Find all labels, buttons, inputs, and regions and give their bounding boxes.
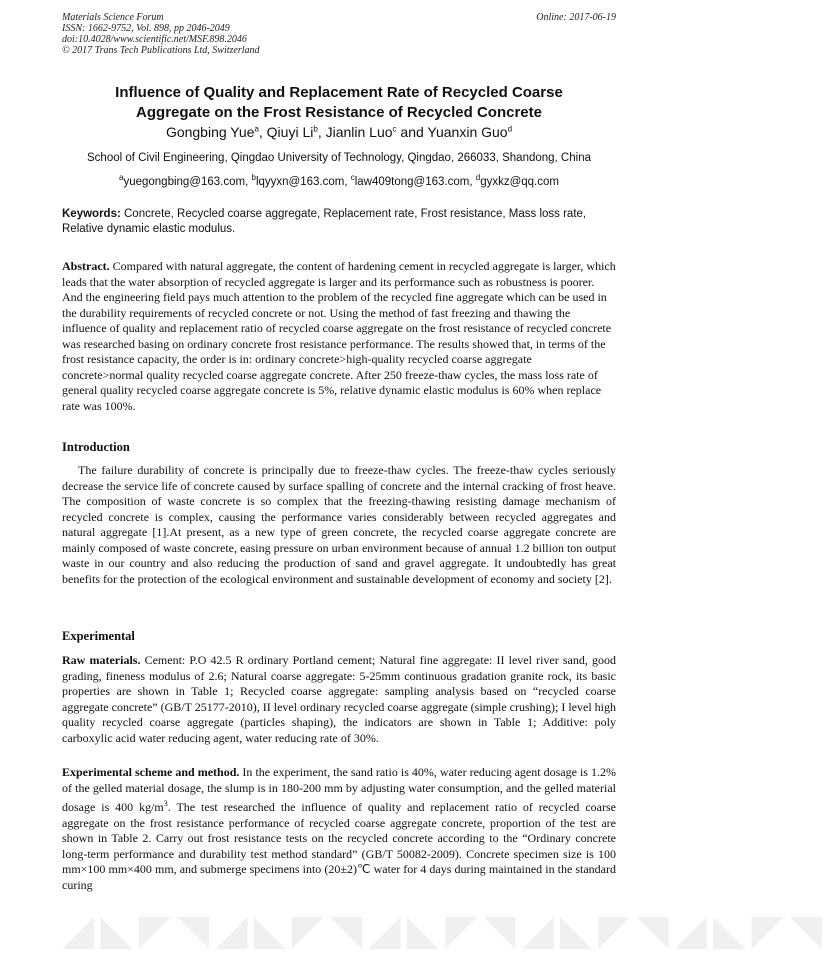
paper-title bbox=[62, 83, 616, 123]
email-3-sup: c bbox=[350, 173, 355, 182]
author-4: Yuanxin Guo bbox=[427, 124, 508, 140]
journal-issn: ISSN: 1662-9752, Vol. 898, pp 2046-2049 bbox=[62, 23, 230, 34]
journal-copyright: © 2017 Trans Tech Publications Ltd, Switzerland bbox=[62, 45, 260, 56]
raw-materials-paragraph bbox=[62, 653, 616, 746]
online-date: Online: 2017-06-19 bbox=[536, 12, 616, 23]
scheme-superscript: 3 bbox=[163, 799, 168, 808]
email-2-sup: b bbox=[251, 173, 256, 182]
email-sep: , bbox=[245, 175, 252, 188]
author-3: Jianlin Luo bbox=[325, 124, 393, 140]
email-sep: , bbox=[469, 175, 476, 188]
scheme-text-1: In the experiment, the sand ratio is 40%, water reducing agent dosage is 1.2% of the gelled material dosage, the slump is in 180-200 mm by adjusting water consumption, and the gelled material dosage is 400 kg/m bbox=[62, 765, 616, 814]
section-heading-experimental: Experimental bbox=[62, 629, 135, 643]
author-2: Qiuyi Li bbox=[266, 124, 314, 140]
author-3-sup: c bbox=[392, 124, 397, 134]
journal-name: Materials Science Forum bbox=[62, 12, 164, 23]
journal-doi: doi:10.4028/www.scientific.net/MSF.898.2046 bbox=[62, 34, 247, 45]
email-sep: , bbox=[344, 175, 351, 188]
journal-header bbox=[62, 12, 616, 56]
keywords-label: Keywords: bbox=[62, 208, 121, 220]
raw-materials-label: Raw materials. bbox=[62, 653, 141, 667]
email-list bbox=[62, 173, 616, 188]
raw-materials-text: Cement: P.O 42.5 R ordinary Portland cement; Natural fine aggregate: II level river sand, good grading, fineness modulus of 2.6; Natural coarse aggregate: 5-25mm continuous gradation granite rock, its basic properties are shown in Table 1; Recycled coarse aggregate: sampling analysis based on “recycled coarse aggregate concrete” (GB/T 25177-2010), II level ordinary recycled coarse aggregate (simple crushing); I level high quality recycled coarse aggregate (particles shaping), the indicators are shown in Table 1; Additive: poly carboxylic acid water reducing agent, water reducing rate of 30%. bbox=[62, 653, 616, 745]
email-3[interactable]: law409tong@163.com bbox=[354, 175, 470, 188]
scheme-paragraph bbox=[62, 765, 616, 893]
title-line-1: Influence of Quality and Replacement Rate of Recycled Coarse bbox=[115, 84, 563, 101]
affiliation: School of Civil Engineering, Qingdao University of Technology, Qingdao, 266033, Shandong, China bbox=[87, 152, 591, 164]
author-and: and bbox=[396, 124, 428, 140]
author-sep: , bbox=[317, 124, 326, 140]
author-1-sup: a bbox=[254, 124, 259, 134]
email-4[interactable]: gyxkz@qq.com bbox=[480, 175, 559, 188]
scheme-label: Experimental scheme and method. bbox=[62, 765, 240, 779]
abstract bbox=[62, 259, 616, 414]
watermark-pattern: ◢◣◤◥◢◣◤◥◢◣◤◥◢◣◤◥◢◣◤◥ bbox=[62, 906, 828, 953]
keywords-text: Concrete, Recycled coarse aggregate, Replacement rate, Frost resistance, Mass loss rate, Relative dynamic elastic modulus. bbox=[62, 208, 587, 235]
author-4-sup: d bbox=[507, 124, 513, 134]
scheme-text-2: . The test researched the influence of quality and replacement ratio of recycled coarse aggregate on the frost resistance performance of recycled coarse aggregate concrete, proportion of the test are shown in Table 2. Carry out frost resistance tests on the recycled concrete according to the “Ordinary concrete long-term performance and durability test method standard” (GB/T 50082-2009). Concrete specimen size is 100 mm×100 mm×400 mm, and submerge specimens into (20±2)℃ water for 4 days during maintained in the standard curing bbox=[62, 800, 616, 892]
email-2[interactable]: lqyyxn@163.com bbox=[255, 175, 345, 188]
author-list bbox=[62, 124, 616, 140]
abstract-label: Abstract. bbox=[62, 259, 110, 273]
author-1: Gongbing Yue bbox=[165, 124, 255, 140]
keywords bbox=[62, 207, 616, 237]
introduction-paragraph: The failure durability of concrete is principally due to freeze-thaw cycles. The freeze-thaw cycles seriously decrease the service life of concrete caused by surface spalling of concrete and the internal cracking of frost heave. The composition of waste concrete is so complex that the freezing-thawing resisting damage mechanism of recycled concrete is complex, causing the performance varies considerably between recycled aggregates and natural aggregate [1].At present, as a new type of green concrete, the recycled coarse aggregate concrete are mainly composed of waste concrete, easing pressure on urban environment because of annual 1.2 billion ton output waste in our country and also reducing the production of sand and gravel aggregate. It undoubtedly has great benefits for the protection of the ecological environment and sustainable development of economy and society [2]. bbox=[62, 463, 616, 586]
abstract-text: Compared with natural aggregate, the content of hardening cement in recycled aggregate is larger, which leads that the water absorption of recycled aggregate is larger and its performance such as robustness is poorer. And the engineering field pays much attention to the problem of the recycled fine aggregate which can be used in the durability requirements of recycled concrete or not. Using the method of fast freezing and thawing the influence of quality and replacement ratio of recycled coarse aggregate on the frost resistance of recycled concrete was researched basing on ordinary concrete frost resistance performance. The results showed that, in terms of the frost resistance capacity, the order is in: ordinary concrete>high-quality recycled coarse aggregate concrete>normal quality recycled coarse aggregate concrete. After 250 freeze-thaw cycles, the mass loss rate of general quality recycled coarse aggregate concrete is 5%, relative dynamic elastic modulus is 60% when replace rate was 100%. bbox=[62, 259, 616, 413]
section-heading-introduction: Introduction bbox=[62, 440, 130, 454]
author-2-sup: b bbox=[313, 124, 318, 134]
email-1-sup: a bbox=[119, 173, 124, 182]
email-1[interactable]: yuegongbing@163.com bbox=[123, 175, 246, 188]
author-sep: , bbox=[258, 124, 267, 140]
email-4-sup: d bbox=[475, 173, 481, 182]
title-line-2: Aggregate on the Frost Resistance of Recycled Concrete bbox=[136, 104, 542, 121]
